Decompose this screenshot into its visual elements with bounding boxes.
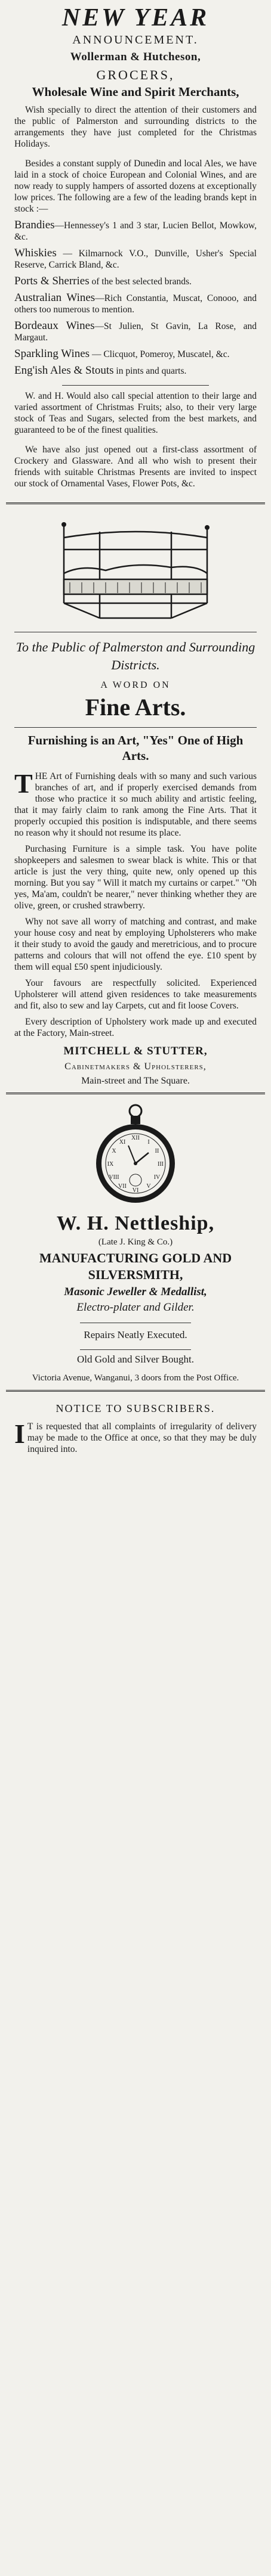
drop-cap: I [14,1419,25,1449]
plater-line: Electro-plater and Gilder. [76,1301,195,1314]
svg-text:IV: IV [153,1174,161,1181]
svg-text:III: III [158,1161,164,1168]
fine-arts-paragraph-4: Your favours are respectfully solicited. Experienced Upholsterer will attend given residences to take measurements and fit, also to sew and lay Carpets, cut and fit loose Covers. [14,978,257,1011]
svg-text:X: X [112,1148,116,1154]
fine-arts-advertisement [0,514,271,1087]
svg-text:VI: VI [132,1187,139,1194]
brand-list [14,219,257,377]
brand-heading: Eng'ish Ales & Stouts [14,364,114,377]
fine-arts-paragraph-5: Every description of Upholstery work made up and executed at the Factory, Main-street. [14,1017,257,1038]
brand-heading: Australian Wines [14,291,96,304]
brand-text: of the best selected brands. [89,277,192,287]
tagline: Furnishing is an Art, "Yes" One of High Arts. [27,733,244,763]
trade-line: GROCERS, [96,67,175,82]
brand-text: —St Julien, St Gavin, La Rose, and Margaut. [14,321,257,343]
drop-cap: T [14,768,33,799]
word-on-label: A WORD ON [100,680,171,690]
notice-paragraph [14,1421,257,1455]
masonic-line: Masonic Jeweller & Medallist, [64,1286,207,1298]
brand-text: —Rich Constantia, Muscat, Conooo, and others too numerous to mention. [14,293,257,315]
brand-text: —Hennessey's 1 and 3 star, Lucien Bellot, Mowkow, &c. [14,221,257,242]
svg-text:XI: XI [119,1139,126,1146]
fruits-paragraph: W. and H. Would also call special attention to their large and varied assortment of Christmas Fruits; also, to their very large stock of Teas and Sugars, selected from the best markets, and guaranteed to be of the finest qualities. [14,391,257,435]
trade-line: Cabinetmakers & Upholsterers, [64,1062,207,1072]
brand-heading: Sparkling Wines [14,347,90,360]
brand-heading: Bordeaux Wines [14,319,95,332]
public-heading: To the Public of Palmerston and Surrounding Districts. [16,640,255,672]
intro-paragraph: Wish specially to direct the attention of their customers and the public of Palmerston and surrounding districts to the arrangements they have just completed for the Christmas Holidays. [14,105,257,149]
brand-item [14,292,257,315]
svg-text:VII: VII [118,1183,127,1190]
brand-text: — Kilmarnock V.O., Dunville, Usher's Special Reserve, Carrick Bland, &c. [14,249,257,270]
pocket-watch-illustration [94,1103,177,1208]
bed-illustration [46,514,225,627]
newspaper-column [0,4,271,2576]
ad-separator [6,502,265,504]
svg-text:V: V [146,1183,151,1190]
ad-subhead: ANNOUNCEMENT. [72,33,199,46]
svg-text:VIII: VIII [109,1174,119,1181]
brand-item [14,275,257,287]
brand-item [14,365,257,377]
svg-text:I: I [147,1139,150,1146]
jeweller-name: W. H. Nettleship, [56,1212,215,1234]
brand-heading: Brandies [14,219,55,231]
divider [14,727,257,728]
brand-item [14,348,257,360]
nettleship-advertisement [0,1103,271,1384]
brand-heading: Ports & Sherries [14,275,90,287]
address: Main-street and The Square. [81,1076,190,1086]
crockery-paragraph: We have also just opened out a first-class assortment of Crockery and Glassware. And all who wish to present their friends with suitable Christmas Presents are invited to inspect our stock of Ornamental Vases, Flower Pots, &c. [14,445,257,489]
trade-line-2: Wholesale Wine and Spirit Merchants, [32,85,239,99]
paragraph-text: HE Art of Furnishing deals with so many and such various branches of art, and if properly exercised demands from those who practice it so much ability and artistic feeling, that it may fairly claim to rank among the Fine Arts. That it properly occupied this position is indisputable, and there seems no reason why it should not resume its place. [14,771,257,838]
firm-name: MITCHELL & STUTTER, [63,1045,208,1057]
old-gold-line: Old Gold and Silver Bought. [77,1354,194,1365]
ad-separator [6,1390,265,1392]
notice-to-subscribers [0,1402,271,1455]
svg-text:II: II [155,1148,159,1154]
ad-headline: NEW YEAR [61,4,210,32]
address: Victoria Avenue, Wanganui, 3 doors from the Post Office. [32,1373,239,1383]
besides-paragraph: Besides a constant supply of Dunedin and local Ales, we have laid in a stock of choice European and Colonial Wines, and are now ready to supply hampers of assorted dozens at exceptionally low prices. The following are a few of the leading brands kept in stock :— [14,159,257,214]
brand-item [14,320,257,343]
repairs-line: Repairs Neatly Executed. [84,1329,187,1340]
fine-arts-paragraph-1 [14,768,257,839]
paragraph-text: T is requested that all complaints of irregularity of delivery may be made to the Office at once, so that they may be duly inquired into. [27,1422,257,1454]
divider [80,1349,191,1350]
fine-arts-paragraph-3: Why not save all worry of matching and contrast, and make your house cosy and neat by employing Upholsterers who make it their study to avoid the gaudy and meretricious, and to procure patterns and colours that will not offend the eye. £10 spent by them will equal £50 spent injudiciously. [14,917,257,972]
svg-text:IX: IX [107,1161,114,1168]
brand-item [14,247,257,271]
brand-text: — Clicquot, Pomeroy, Muscatel, &c. [90,349,230,359]
brand-text: in pints and quarts. [113,366,187,376]
notice-heading: NOTICE TO SUBSCRIBERS. [56,1402,215,1414]
fine-arts-title: Fine Arts. [85,694,186,721]
brand-heading: Whiskies [14,247,57,259]
new-year-advertisement [0,4,271,502]
brand-item [14,219,257,243]
trade-line: MANUFACTURING GOLD AND SILVERSMITH, [39,1250,232,1282]
firm-name: Wollerman & Hutcheson, [70,51,201,63]
formerly-line: (Late J. King & Co.) [98,1237,173,1247]
fine-arts-paragraph-2: Purchasing Furniture is a simple task. You have polite shopkeepers and salesmen to swear black is white. This or that article is just the very thing, quite new, only opened up this morning. But you say " Will it match my curtains or carpet." "Oh yes, Ma'am, couldn't be nearer," never thinking whether they are olive, green, or crushed strawberry. [14,844,257,911]
ad-separator [6,1093,265,1094]
svg-text:XII: XII [131,1135,140,1141]
